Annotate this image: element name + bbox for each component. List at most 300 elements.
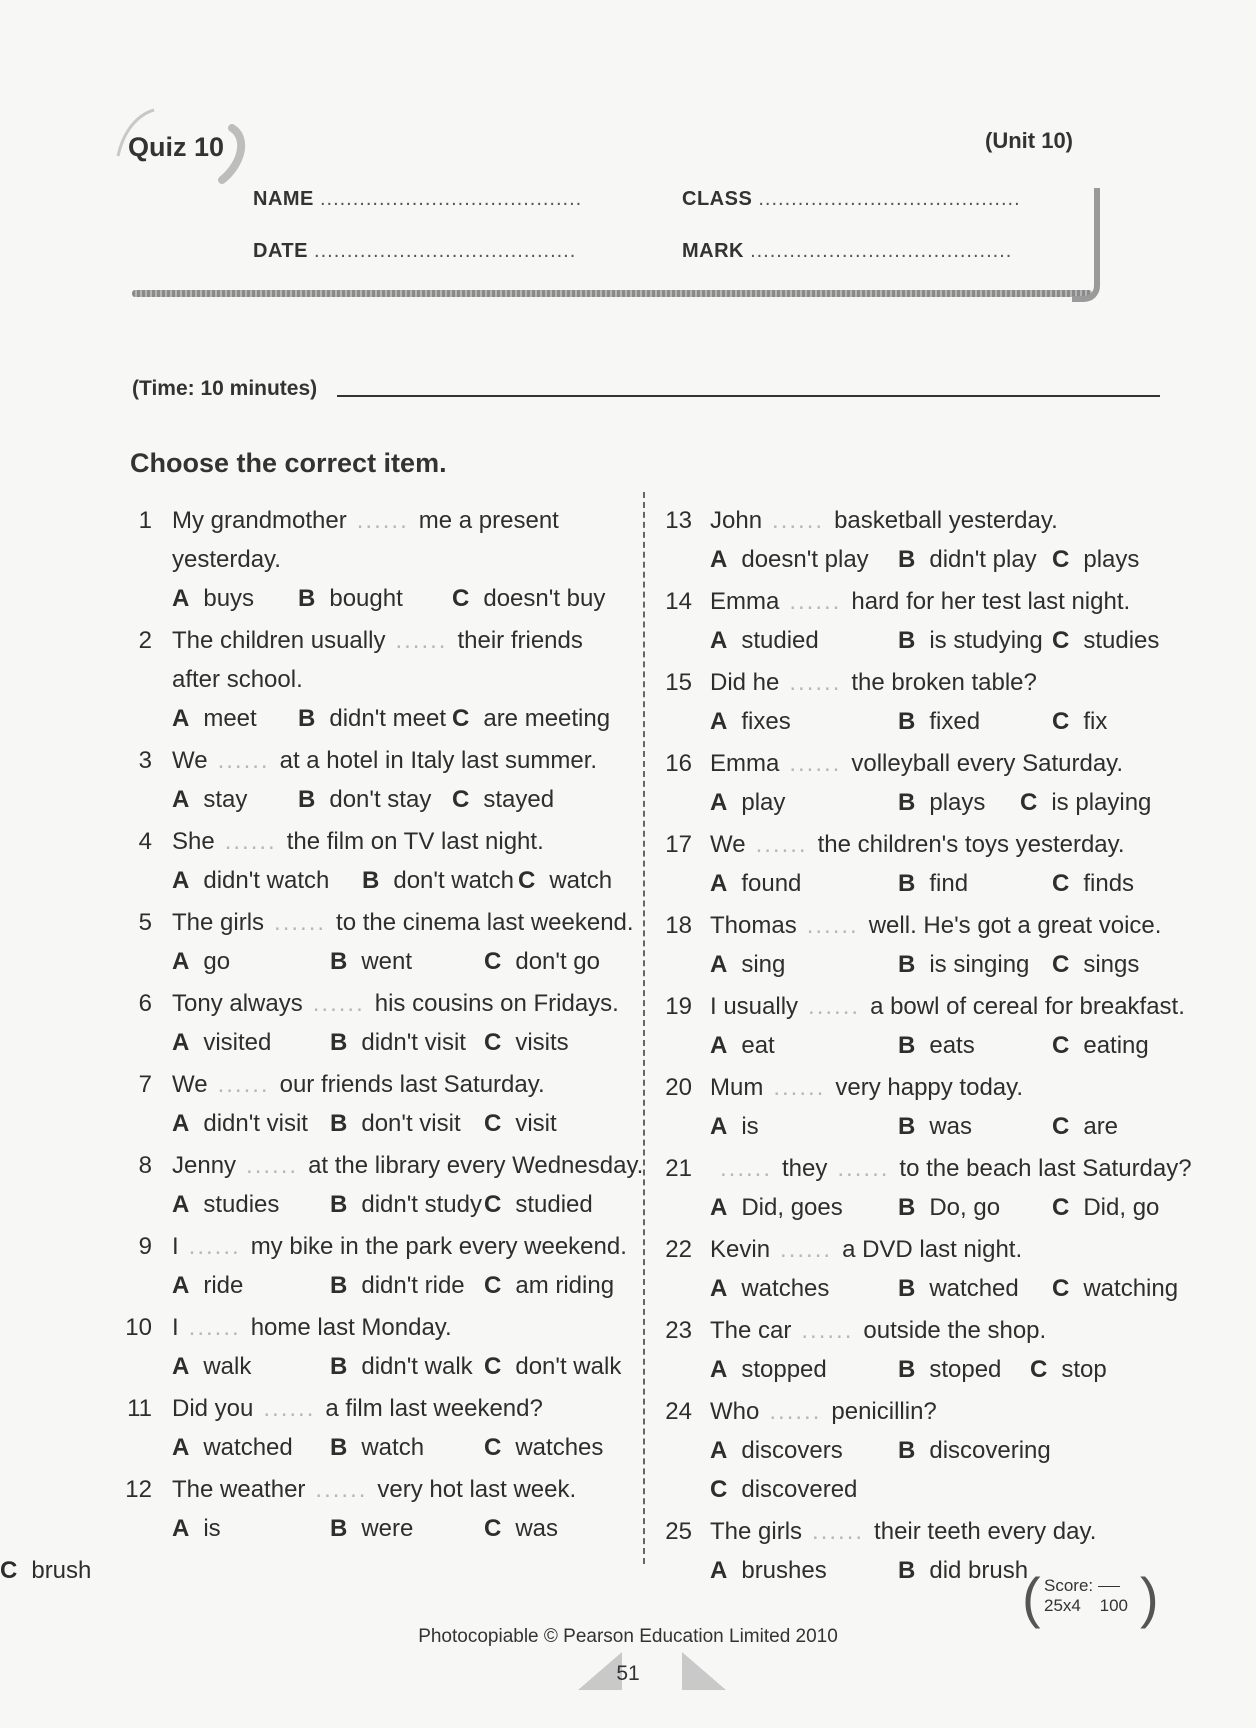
option-b[interactable] bbox=[330, 1023, 466, 1062]
stem-after: well. He's got a great voice. bbox=[868, 912, 1162, 939]
stem-after: very hot last week. bbox=[377, 1476, 577, 1503]
stem-before: The girls bbox=[172, 909, 265, 936]
option-text: ride bbox=[203, 1272, 244, 1299]
option-b[interactable] bbox=[898, 1269, 1019, 1308]
option-letter: C bbox=[452, 585, 470, 612]
answer-gap[interactable]: ...... bbox=[801, 1317, 854, 1344]
question-text-continued: after school. bbox=[172, 666, 303, 693]
answer-gap[interactable]: ...... bbox=[806, 912, 859, 939]
option-letter: A bbox=[172, 1029, 190, 1056]
stem-before: I bbox=[172, 1233, 179, 1260]
option-letter: B bbox=[898, 708, 916, 735]
option-letter: C bbox=[484, 1272, 502, 1299]
option-letter: C bbox=[1052, 1194, 1070, 1221]
option-a[interactable] bbox=[710, 1431, 843, 1470]
option-b[interactable] bbox=[898, 783, 985, 822]
question-number: 16 bbox=[665, 750, 692, 777]
stem-after: their friends bbox=[457, 627, 583, 654]
option-letter: A bbox=[172, 1515, 190, 1542]
score-paren-right: ) bbox=[1140, 1566, 1159, 1629]
option-c[interactable] bbox=[518, 861, 612, 900]
option-letter: A bbox=[710, 870, 728, 897]
question-text-continued: yesterday. bbox=[172, 546, 281, 573]
option-text: visit bbox=[515, 1110, 557, 1137]
stem-before: Thomas bbox=[710, 912, 797, 939]
option-letter: C bbox=[452, 786, 470, 813]
option-letter: A bbox=[710, 951, 728, 978]
option-a[interactable] bbox=[710, 783, 785, 822]
question-text bbox=[172, 1308, 452, 1347]
answer-gap[interactable]: ...... bbox=[720, 1155, 773, 1182]
stem-after: a DVD last night. bbox=[842, 1236, 1023, 1263]
question-text bbox=[172, 1389, 543, 1428]
option-letter: B bbox=[298, 705, 316, 732]
option-b[interactable] bbox=[898, 621, 1043, 660]
question-number: 6 bbox=[138, 990, 152, 1017]
option-letter: B bbox=[898, 1437, 916, 1464]
option-text: don't watch bbox=[393, 867, 514, 894]
option-c[interactable] bbox=[484, 1266, 614, 1305]
answer-gap[interactable]: ...... bbox=[395, 627, 448, 654]
option-text: finds bbox=[1083, 870, 1135, 897]
option-b[interactable] bbox=[898, 1551, 1028, 1590]
stem-before: Tony always bbox=[172, 990, 303, 1017]
option-letter: C bbox=[0, 1557, 18, 1584]
option-c[interactable] bbox=[0, 1551, 91, 1590]
option-c[interactable] bbox=[484, 1347, 621, 1386]
answer-gap[interactable]: ...... bbox=[769, 1398, 822, 1425]
option-b[interactable] bbox=[330, 1104, 461, 1143]
option-b[interactable] bbox=[898, 1026, 975, 1065]
answer-gap[interactable]: ...... bbox=[789, 750, 842, 777]
option-a[interactable] bbox=[710, 621, 819, 660]
option-c[interactable] bbox=[484, 942, 600, 981]
option-text: visits bbox=[515, 1029, 569, 1056]
stem-before: Mum bbox=[710, 1074, 764, 1101]
option-a[interactable] bbox=[172, 1347, 251, 1386]
instruction: Choose the correct item. bbox=[130, 448, 447, 478]
question-text bbox=[172, 984, 619, 1023]
option-c[interactable] bbox=[484, 1104, 557, 1143]
answer-gap[interactable]: ...... bbox=[356, 507, 409, 534]
option-c[interactable] bbox=[1052, 1107, 1118, 1146]
option-text: were bbox=[361, 1515, 414, 1542]
option-a[interactable] bbox=[710, 945, 785, 984]
option-text: watches bbox=[741, 1275, 830, 1302]
answer-gap[interactable]: ...... bbox=[837, 1155, 890, 1182]
option-c[interactable] bbox=[1052, 864, 1134, 903]
option-a[interactable] bbox=[710, 540, 869, 579]
stem-after: to the cinema last weekend. bbox=[336, 909, 634, 936]
stem-before: My grandmother bbox=[172, 507, 347, 534]
question-number: 17 bbox=[665, 831, 692, 858]
question-number: 25 bbox=[665, 1518, 692, 1545]
stem-after: hard for her test last night. bbox=[851, 588, 1131, 615]
option-c[interactable] bbox=[484, 1509, 558, 1548]
stem-after: home last Monday. bbox=[250, 1314, 452, 1341]
option-a[interactable] bbox=[710, 1107, 759, 1146]
option-letter: A bbox=[172, 1110, 190, 1137]
option-c[interactable] bbox=[1052, 621, 1159, 660]
option-letter: B bbox=[330, 1191, 348, 1218]
column-divider bbox=[643, 492, 645, 1564]
stem-after: at the library every Wednesday. bbox=[308, 1152, 644, 1179]
option-text: don't visit bbox=[361, 1110, 461, 1137]
stem-before: Emma bbox=[710, 588, 780, 615]
option-letter: B bbox=[298, 585, 316, 612]
option-letter: B bbox=[898, 789, 916, 816]
option-a[interactable] bbox=[172, 699, 257, 738]
option-b[interactable] bbox=[898, 945, 1029, 984]
stem-before: She bbox=[172, 828, 215, 855]
option-letter: B bbox=[330, 1353, 348, 1380]
option-a[interactable] bbox=[172, 1428, 293, 1467]
option-text: studies bbox=[203, 1191, 280, 1218]
question-text bbox=[710, 1512, 1096, 1551]
copyright-footer: Photocopiable © Pearson Education Limited 2010 bbox=[418, 1626, 838, 1647]
quiz-title: Quiz 10 bbox=[128, 132, 225, 162]
stem-after: at a hotel in Italy last summer. bbox=[279, 747, 598, 774]
option-text: is singing bbox=[929, 951, 1030, 978]
option-text: meet bbox=[203, 705, 257, 732]
option-a[interactable] bbox=[710, 702, 791, 741]
option-text: are bbox=[1083, 1113, 1119, 1140]
option-letter: C bbox=[1052, 951, 1070, 978]
stem-before: I usually bbox=[710, 993, 799, 1020]
option-letter: A bbox=[172, 1191, 190, 1218]
answer-gap[interactable]: ...... bbox=[188, 1233, 241, 1260]
score-fraction-bar bbox=[1098, 1586, 1120, 1587]
option-c[interactable] bbox=[452, 579, 605, 618]
option-letter: B bbox=[298, 786, 316, 813]
option-letter: B bbox=[330, 1515, 348, 1542]
option-letter: A bbox=[710, 1113, 728, 1140]
answer-gap[interactable]: ...... bbox=[217, 1071, 270, 1098]
mark-dots: ........................................ bbox=[750, 240, 1013, 262]
question-text bbox=[172, 1065, 545, 1104]
option-text: watch bbox=[549, 867, 613, 894]
option-text: found bbox=[741, 870, 802, 897]
score-denominator: 100 bbox=[1099, 1596, 1128, 1615]
stem-after: the broken table? bbox=[851, 669, 1037, 696]
option-text: didn't ride bbox=[361, 1272, 465, 1299]
option-letter: A bbox=[710, 546, 728, 573]
option-c[interactable] bbox=[1030, 1350, 1107, 1389]
option-letter: A bbox=[172, 786, 190, 813]
class-field[interactable] bbox=[682, 188, 1021, 211]
question-text bbox=[710, 582, 1130, 621]
option-b[interactable] bbox=[330, 1266, 465, 1305]
date-label: DATE bbox=[253, 240, 308, 262]
option-a[interactable] bbox=[172, 1104, 308, 1143]
question-text bbox=[710, 987, 1185, 1026]
option-c[interactable] bbox=[1052, 1026, 1149, 1065]
option-b[interactable] bbox=[898, 1350, 1001, 1389]
stem-after: his cousins on Fridays. bbox=[374, 990, 619, 1017]
option-a[interactable] bbox=[710, 1026, 775, 1065]
option-letter: B bbox=[898, 1194, 916, 1221]
option-text: visited bbox=[203, 1029, 272, 1056]
option-letter: A bbox=[172, 867, 190, 894]
option-text: is playing bbox=[1051, 789, 1152, 816]
option-letter: A bbox=[710, 1275, 728, 1302]
option-text: studied bbox=[515, 1191, 593, 1218]
option-text: discovers bbox=[741, 1437, 843, 1464]
option-text: stopped bbox=[741, 1356, 827, 1383]
answer-gap[interactable]: ...... bbox=[312, 990, 365, 1017]
option-a[interactable] bbox=[172, 1509, 221, 1548]
option-letter: A bbox=[710, 1356, 728, 1383]
option-b[interactable] bbox=[330, 1428, 424, 1467]
option-letter: A bbox=[172, 1434, 190, 1461]
option-b[interactable] bbox=[898, 1431, 1051, 1470]
option-a[interactable] bbox=[710, 1350, 827, 1389]
option-text: didn't study bbox=[361, 1191, 482, 1218]
option-text: did brush bbox=[929, 1557, 1029, 1584]
name-label: NAME bbox=[253, 188, 314, 210]
option-letter: B bbox=[330, 1110, 348, 1137]
option-c[interactable] bbox=[1052, 1188, 1159, 1227]
answer-gap[interactable]: ...... bbox=[808, 993, 861, 1020]
option-letter: A bbox=[710, 789, 728, 816]
question-number: 9 bbox=[138, 1233, 152, 1260]
option-letter: B bbox=[330, 1272, 348, 1299]
option-b[interactable] bbox=[298, 699, 446, 738]
option-letter: C bbox=[484, 1191, 502, 1218]
option-letter: C bbox=[1030, 1356, 1048, 1383]
option-b[interactable] bbox=[330, 1347, 473, 1386]
answer-gap[interactable]: ...... bbox=[780, 1236, 833, 1263]
answer-gap[interactable]: ...... bbox=[188, 1314, 241, 1341]
option-letter: C bbox=[1052, 1032, 1070, 1059]
option-text: watched bbox=[929, 1275, 1019, 1302]
stem-before: I bbox=[172, 1314, 179, 1341]
option-c[interactable] bbox=[1052, 702, 1107, 741]
question-number: 12 bbox=[125, 1476, 152, 1503]
answer-gap[interactable]: ...... bbox=[789, 669, 842, 696]
option-letter: B bbox=[362, 867, 380, 894]
option-letter: C bbox=[452, 705, 470, 732]
option-text: Did, goes bbox=[741, 1194, 843, 1221]
option-text: doesn't buy bbox=[483, 585, 606, 612]
question-number: 22 bbox=[665, 1236, 692, 1263]
stem-before: The girls bbox=[710, 1518, 803, 1545]
stem-after: their teeth every day. bbox=[874, 1518, 1097, 1545]
option-c[interactable] bbox=[1052, 540, 1139, 579]
score-numerator: 25x4 bbox=[1044, 1596, 1081, 1615]
stem-before: The children usually bbox=[172, 627, 386, 654]
stem-after: a bowl of cereal for breakfast. bbox=[870, 993, 1185, 1020]
stem-after: our friends last Saturday. bbox=[279, 1071, 545, 1098]
date-dots: ........................................ bbox=[314, 240, 577, 262]
option-a[interactable] bbox=[710, 1551, 827, 1590]
option-letter: B bbox=[898, 1032, 916, 1059]
class-label: CLASS bbox=[682, 188, 753, 210]
question-text bbox=[172, 1227, 627, 1266]
question-text bbox=[710, 825, 1125, 864]
option-text: didn't walk bbox=[361, 1353, 473, 1380]
answer-gap[interactable]: ...... bbox=[224, 828, 277, 855]
option-letter: B bbox=[898, 546, 916, 573]
date-field[interactable] bbox=[253, 240, 576, 263]
option-letter: B bbox=[898, 1356, 916, 1383]
option-a[interactable] bbox=[172, 1023, 271, 1062]
stem-after: basketball yesterday. bbox=[834, 507, 1058, 534]
stem-before: Did he bbox=[710, 669, 780, 696]
option-text: walk bbox=[203, 1353, 252, 1380]
question-number: 2 bbox=[138, 627, 152, 654]
option-c[interactable] bbox=[710, 1470, 857, 1509]
stem-after: me a present bbox=[418, 507, 559, 534]
option-a[interactable] bbox=[172, 942, 230, 981]
score-label: Score: bbox=[1044, 1576, 1094, 1595]
answer-gap[interactable]: ...... bbox=[315, 1476, 368, 1503]
stem-before: Did you bbox=[172, 1395, 254, 1422]
option-b[interactable] bbox=[898, 702, 980, 741]
option-b[interactable] bbox=[898, 864, 968, 903]
answer-gap[interactable]: ...... bbox=[274, 909, 327, 936]
question-text bbox=[710, 1230, 1022, 1269]
option-letter: C bbox=[1052, 708, 1070, 735]
question-number: 11 bbox=[127, 1395, 152, 1422]
unit-label: (Unit 10) bbox=[985, 128, 1073, 153]
stem-before: We bbox=[172, 1071, 208, 1098]
option-letter: C bbox=[1052, 1113, 1070, 1140]
option-letter: B bbox=[898, 951, 916, 978]
option-c[interactable] bbox=[452, 699, 610, 738]
question-number: 10 bbox=[125, 1314, 152, 1341]
option-c[interactable] bbox=[1052, 1269, 1178, 1308]
option-text: was bbox=[515, 1515, 559, 1542]
option-text: eats bbox=[929, 1032, 975, 1059]
name-field[interactable] bbox=[253, 188, 582, 211]
option-letter: C bbox=[484, 1029, 502, 1056]
stem-after: outside the shop. bbox=[863, 1317, 1047, 1344]
option-a[interactable] bbox=[710, 1269, 829, 1308]
option-text: sing bbox=[741, 951, 786, 978]
stem-before: We bbox=[710, 831, 746, 858]
option-letter: A bbox=[710, 627, 728, 654]
name-dots: ........................................ bbox=[319, 188, 583, 210]
option-b[interactable] bbox=[330, 1185, 482, 1224]
stem-before: We bbox=[172, 747, 208, 774]
option-text: is bbox=[741, 1113, 759, 1140]
option-text: stayed bbox=[483, 786, 555, 813]
option-text: play bbox=[741, 789, 786, 816]
option-c[interactable] bbox=[484, 1185, 593, 1224]
option-letter: B bbox=[330, 1434, 348, 1461]
stem-before: Who bbox=[710, 1398, 760, 1425]
option-b[interactable] bbox=[330, 942, 412, 981]
score-paren-left: ( bbox=[1022, 1566, 1041, 1629]
option-a[interactable] bbox=[172, 579, 254, 618]
option-b[interactable] bbox=[298, 780, 431, 819]
option-b[interactable] bbox=[898, 540, 1037, 579]
option-text: eat bbox=[741, 1032, 775, 1059]
option-text: Did, go bbox=[1083, 1194, 1160, 1221]
question-text bbox=[710, 1149, 1192, 1188]
question-number: 24 bbox=[665, 1398, 692, 1425]
option-c[interactable] bbox=[452, 780, 554, 819]
option-text: fixes bbox=[741, 708, 791, 735]
option-letter: B bbox=[330, 1029, 348, 1056]
option-text: don't go bbox=[515, 948, 600, 975]
time-limit: (Time: 10 minutes) bbox=[132, 377, 318, 400]
option-text: didn't watch bbox=[203, 867, 330, 894]
option-a[interactable] bbox=[172, 1185, 279, 1224]
answer-gap[interactable]: ...... bbox=[772, 507, 825, 534]
question-number: 5 bbox=[138, 909, 152, 936]
option-c[interactable] bbox=[484, 1023, 569, 1062]
question-text bbox=[710, 1311, 1046, 1350]
stem-after: very happy today. bbox=[835, 1074, 1024, 1101]
option-a[interactable] bbox=[710, 864, 801, 903]
question-text bbox=[172, 501, 559, 540]
option-c[interactable] bbox=[1052, 945, 1139, 984]
answer-gap[interactable]: ...... bbox=[755, 831, 808, 858]
option-letter: C bbox=[1052, 627, 1070, 654]
answer-gap[interactable]: ...... bbox=[773, 1074, 826, 1101]
option-text: fix bbox=[1083, 708, 1108, 735]
question-number: 13 bbox=[665, 507, 692, 534]
option-b[interactable] bbox=[898, 1107, 972, 1146]
option-text: plays bbox=[1083, 546, 1140, 573]
option-letter: B bbox=[898, 870, 916, 897]
question-number: 3 bbox=[138, 747, 152, 774]
option-text: didn't visit bbox=[203, 1110, 308, 1137]
option-text: Do, go bbox=[929, 1194, 1001, 1221]
option-letter: B bbox=[898, 1275, 916, 1302]
question-text bbox=[172, 621, 583, 660]
question-number: 14 bbox=[665, 588, 692, 615]
header-banner-line bbox=[132, 290, 1092, 297]
question-number: 18 bbox=[665, 912, 692, 939]
question-number: 20 bbox=[665, 1074, 692, 1101]
option-letter: C bbox=[484, 1110, 502, 1137]
stem-after: my bike in the park every weekend. bbox=[250, 1233, 627, 1260]
option-text: went bbox=[361, 948, 413, 975]
option-b[interactable] bbox=[330, 1509, 413, 1548]
mark-field[interactable] bbox=[682, 240, 1012, 263]
option-text: was bbox=[929, 1113, 973, 1140]
option-b[interactable] bbox=[298, 579, 403, 618]
stem-after: to the beach last Saturday? bbox=[899, 1155, 1192, 1182]
answer-gap[interactable]: ...... bbox=[246, 1152, 299, 1179]
option-a[interactable] bbox=[710, 1188, 843, 1227]
option-text: brushes bbox=[741, 1557, 827, 1584]
answer-gap[interactable]: ...... bbox=[263, 1395, 316, 1422]
option-a[interactable] bbox=[172, 861, 329, 900]
option-a[interactable] bbox=[172, 1266, 243, 1305]
option-letter: C bbox=[518, 867, 536, 894]
page-number: 51 bbox=[616, 1662, 640, 1685]
option-c[interactable] bbox=[484, 1428, 603, 1467]
option-a[interactable] bbox=[172, 780, 247, 819]
option-letter: B bbox=[898, 1113, 916, 1140]
answer-gap[interactable]: ...... bbox=[789, 588, 842, 615]
option-b[interactable] bbox=[898, 1188, 1000, 1227]
answer-gap[interactable]: ...... bbox=[217, 747, 270, 774]
question-number: 19 bbox=[665, 993, 692, 1020]
question-number: 4 bbox=[138, 828, 152, 855]
option-c[interactable] bbox=[1020, 783, 1151, 822]
option-text: stay bbox=[203, 786, 248, 813]
answer-gap[interactable]: ...... bbox=[812, 1518, 865, 1545]
stem-before: Emma bbox=[710, 750, 780, 777]
option-text: sings bbox=[1083, 951, 1140, 978]
option-b[interactable] bbox=[362, 861, 514, 900]
option-letter: C bbox=[484, 1434, 502, 1461]
